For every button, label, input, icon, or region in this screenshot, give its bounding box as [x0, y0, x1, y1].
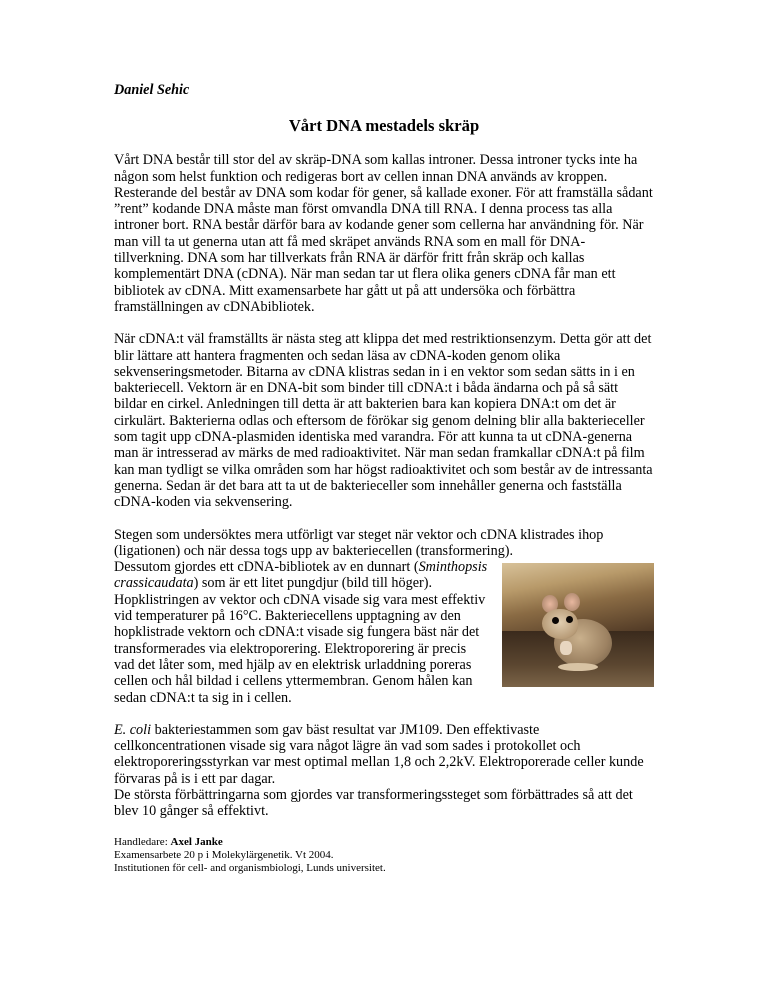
footer-institution: Institutionen för cell- and organismbiologi, Lunds universitet. — [114, 861, 386, 874]
document-title: Vårt DNA mestadels skräp — [288, 116, 480, 136]
paragraph-3-line1: Stegen som undersöktes mera utförligt var steget när vektor och cDNA klistrades ihop (ligationen) och när dessa togs upp av bakteriecellen (transformering). — [114, 526, 604, 559]
paragraph-4-rest: bakteriestammen som gav bäst resultat var JM109. Den effektivaste cellkoncentrationen visade sig vara något lägre än vad som sades i protokollet och elektroporeringsstyrkan var mest optimal mellan 1,8 och 2,2kV. Elektroporerade celler kunde förvaras på is i ett par dagar. — [114, 721, 644, 787]
paragraph-4 — [114, 722, 654, 820]
footer — [114, 836, 654, 875]
paragraph-1: Vårt DNA består till stor del av skräp-DNA som kallas introner. Dessa introner tycks inte ha någon som helst funktion och redigeras bort av cellen innan DNA används av kroppen. Resterande del består av DNA som kodar för gener, så kallade exoner. För att framställa sådant ”rent” kodande DNA måste man först omvandla DNA till RNA. I denna process tas alla introner bort. RNA består därför bara av kodande gener som cellerna har användning för. När man vill ta ut generna utan att få med skräpet används RNA som en mall för DNA-tillverkning. DNA som har tillverkats från RNA är därför fritt från skräp och kallas komplementärt DNA (cDNA). När man sedan tar ut flera olika geners cDNA får man ett bibliotek av cDNA. Mitt examensarbete har gått ut på att undersöka och förbättra framställningen av cDNAbibliotek. — [114, 152, 653, 315]
dunnart-photo — [502, 563, 654, 687]
document-page — [114, 82, 654, 875]
paragraph-3-before-italic: Dessutom gjordes ett cDNA-bibliotek av en dunnart ( — [114, 559, 419, 576]
ecoli-name: E. coli — [114, 721, 152, 738]
supervisor-label: Handledare: — [114, 835, 171, 848]
footer-course: Examensarbete 20 p i Molekylärgenetik. Vt 2004. — [114, 848, 334, 861]
author-name: Daniel Sehic — [114, 82, 190, 98]
paragraph-3-after-italic: ) som är ett litet pungdjur (bild till höger). Hopklistringen av vektor och cDNA visade sig vara mest effektiv vid temperaturer på 16°C. Bakteriecellens upptagning av den hopklistrade vektorn och cDNA:t visade sig fungera bäst när det transformerades via elektroporering. Elektroporering är precis vad det låter som, med hjälp av en elektrisk urladdning poreras cellen och hål bildad i cellens yttermembran. Genom hålen kan sedan cDNA:t ta sig in i cellen. — [114, 575, 486, 706]
supervisor-name: Axel Janke — [170, 835, 223, 848]
paragraph-3 — [114, 527, 654, 706]
paragraph-2: När cDNA:t väl framställts är nästa steg att klippa det med restriktionsenzym. Detta gör att det blir lättare att hantera fragmenten och sedan läsa av cDNA-koden genom olika sekvenseringsmetoder. Bitarna av cDNA klistras sedan in i en vektor som sedan sätts in i en bakteriecell. Vektorn är en DNA-bit som binder till cDNA:t i båda ändarna och på så sätt bildar en cirkel. Anledningen till detta är att bakterien bara kan kopiera DNA:t om det är cirkulärt. Bakterierna odlas och eftersom de förökar sig genom delning blir alla bakterieceller som tagit upp cDNA-plasmiden identiska med varandra. För att kunna ta ut cDNA-generna man är intresserad av märks de med radioaktivitet. När man sedan framkallar cDNA:t på film kan man tydligt se vilka områden som har högst radioaktivitet och som består av de intressanta generna. Sedan är det bara att ta ut de bakterieceller som innehåller generna och fastställa cDNA-koden via sekvensering. — [114, 331, 653, 511]
species-name: Sminthopsis crassicaudata — [114, 559, 488, 592]
paragraph-4-line2: De största förbättringarna som gjordes var transformeringssteget som förbättrades så att det blev 10 gånger så effektivt. — [114, 786, 633, 820]
